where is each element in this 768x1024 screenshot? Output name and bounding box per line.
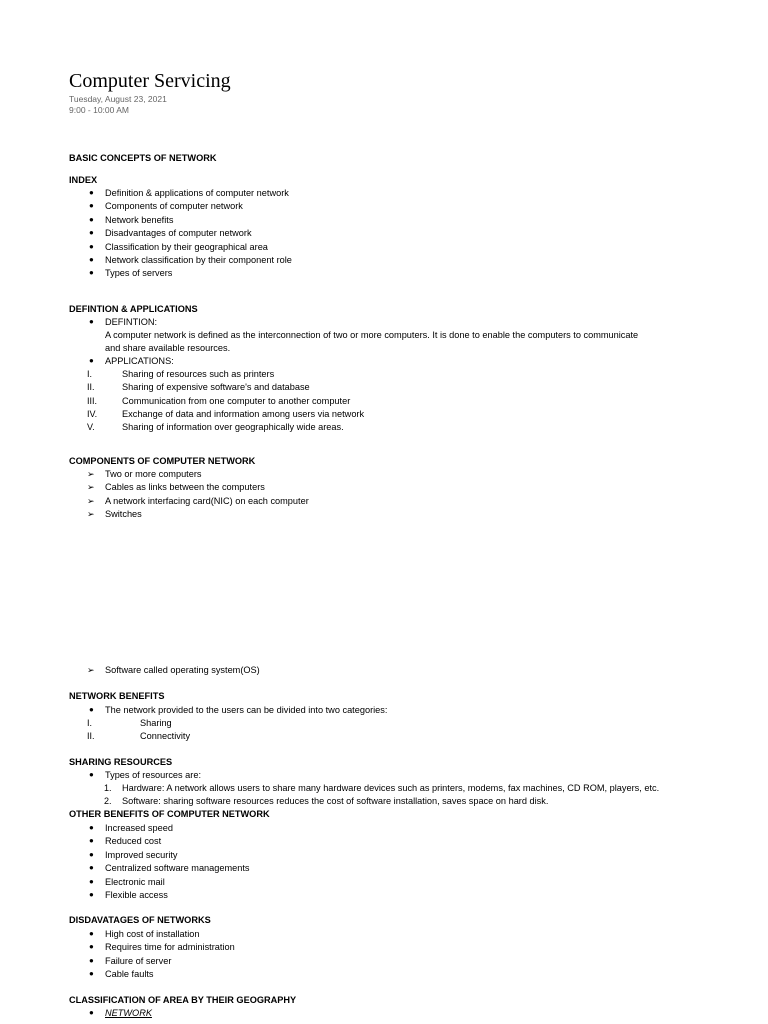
bullet-icon: ● [89, 955, 94, 965]
component-item: A network interfacing card(NIC) on each computer [105, 495, 309, 506]
main-heading: BASIC CONCEPTS OF NETWORK [69, 153, 217, 163]
application-item: Sharing of resources such as printers [122, 369, 275, 379]
benefit-category: Connectivity [140, 731, 191, 742]
arrow-bullet-icon: ➢ [87, 495, 95, 506]
definition-label: DEFINTION: [105, 317, 158, 327]
component-item: Cables as links between the computers [105, 482, 265, 493]
index-item: Definition & applications of computer network [105, 188, 289, 198]
benefits-heading: NETWORK BENEFITS [69, 691, 165, 701]
index-item: Classification by their geographical area [105, 241, 268, 252]
disadvantages-heading: DISDAVATAGES OF NETWORKS [69, 915, 211, 925]
bullet-icon: ● [89, 214, 94, 224]
disadvantage-item: Failure of server [105, 955, 172, 966]
classification-heading: CLASSIFICATION OF AREA BY THEIR GEOGRAPHY [69, 995, 297, 1005]
benefit-category: Sharing [140, 718, 172, 728]
bullet-icon: ● [89, 929, 94, 938]
application-item-number: II. [87, 382, 95, 393]
bullet-icon: ● [89, 356, 94, 365]
other-benefits-heading: OTHER BENEFITS OF COMPUTER NETWORK [69, 809, 270, 819]
sharing-intro: Types of resources are: [105, 770, 202, 780]
note-time: 9:00 - 10:00 AM [69, 105, 130, 115]
bullet-icon: ● [89, 836, 94, 846]
benefits-intro: The network provided to the users can be divided into two categories: [105, 705, 388, 715]
sharing-item: Hardware: A network allows users to share many hardware devices such as printers, modems, fax machines, CD ROM, players, etc. [122, 783, 660, 793]
other-benefit-item: Increased speed [105, 823, 173, 833]
sharing-heading: SHARING RESOURCES [69, 757, 173, 767]
index-item: Components of computer network [105, 201, 243, 212]
arrow-bullet-icon: ➢ [87, 469, 95, 479]
sharing-item-number: 2. [104, 796, 112, 807]
bullet-icon: ● [89, 201, 94, 211]
application-item-number: III. [87, 395, 98, 406]
application-item: Sharing of information over geographically wide areas. [122, 422, 344, 433]
bullet-icon: ● [89, 317, 94, 326]
bullet-icon: ● [89, 188, 94, 197]
other-benefit-item: Flexible access [105, 890, 168, 900]
application-item-number: I. [87, 369, 93, 379]
bullet-icon: ● [89, 1008, 94, 1017]
bullet-icon: ● [89, 770, 94, 779]
bullet-icon: ● [89, 241, 94, 251]
benefit-category-number: I. [87, 718, 93, 728]
index-item: Network benefits [105, 214, 174, 225]
components-heading: COMPONENTS OF COMPUTER NETWORK [69, 456, 256, 466]
benefit-category-number: II. [87, 731, 95, 742]
sharing-item-number: 1. [104, 783, 112, 793]
index-item: Network classification by their component role [105, 255, 292, 265]
component-os: Software called operating system(OS) [105, 665, 260, 675]
classification-network-link[interactable]: NETWORK [105, 1008, 152, 1018]
application-item: Sharing of expensive software's and database [122, 382, 310, 393]
bullet-icon: ● [89, 969, 94, 979]
bullet-icon: ● [89, 863, 94, 873]
other-benefit-item: Improved security [105, 849, 178, 860]
application-item-number: V. [87, 422, 95, 433]
index-item: Disadvantages of computer network [105, 228, 252, 239]
sharing-item: Software: sharing software resources reduces the cost of software installation, saves space on hard disk. [122, 796, 549, 807]
other-benefit-item: Centralized software managements [105, 863, 250, 874]
component-item: Two or more computers [105, 469, 202, 479]
bullet-icon: ● [89, 268, 94, 278]
index-heading: INDEX [69, 175, 98, 185]
application-item-number: IV. [87, 408, 98, 419]
definition-heading: DEFINTION & APPLICATIONS [69, 304, 198, 314]
disadvantage-item: High cost of installation [105, 929, 200, 939]
component-item: Switches [105, 508, 142, 519]
disadvantage-item: Requires time for administration [105, 942, 235, 953]
definition-text-1: A computer network is defined as the interconnection of two or more computers. It is done to enable the computers to communicate [105, 330, 639, 340]
arrow-bullet-icon: ➢ [87, 482, 95, 493]
bullet-icon: ● [89, 823, 94, 832]
bullet-icon: ● [89, 849, 94, 859]
other-benefit-item: Reduced cost [105, 836, 162, 847]
arrow-bullet-icon: ➢ [87, 665, 95, 675]
note-date: Tuesday, August 23, 2021 [69, 94, 167, 104]
page-title: Computer Servicing [69, 70, 231, 92]
arrow-bullet-icon: ➢ [87, 508, 95, 519]
definition-text-2: and share available resources. [105, 343, 231, 353]
applications-label: APPLICATIONS: [105, 356, 174, 366]
disadvantage-item: Cable faults [105, 969, 154, 980]
bullet-icon: ● [89, 255, 94, 264]
application-item: Communication from one computer to another computer [122, 395, 351, 406]
bullet-icon: ● [89, 876, 94, 886]
bullet-icon: ● [89, 228, 94, 238]
other-benefit-item: Electronic mail [105, 876, 165, 887]
bullet-icon: ● [89, 890, 94, 899]
index-item: Types of servers [105, 268, 173, 279]
bullet-icon: ● [89, 942, 94, 952]
bullet-icon: ● [89, 705, 94, 714]
application-item: Exchange of data and information among users via network [122, 408, 365, 419]
